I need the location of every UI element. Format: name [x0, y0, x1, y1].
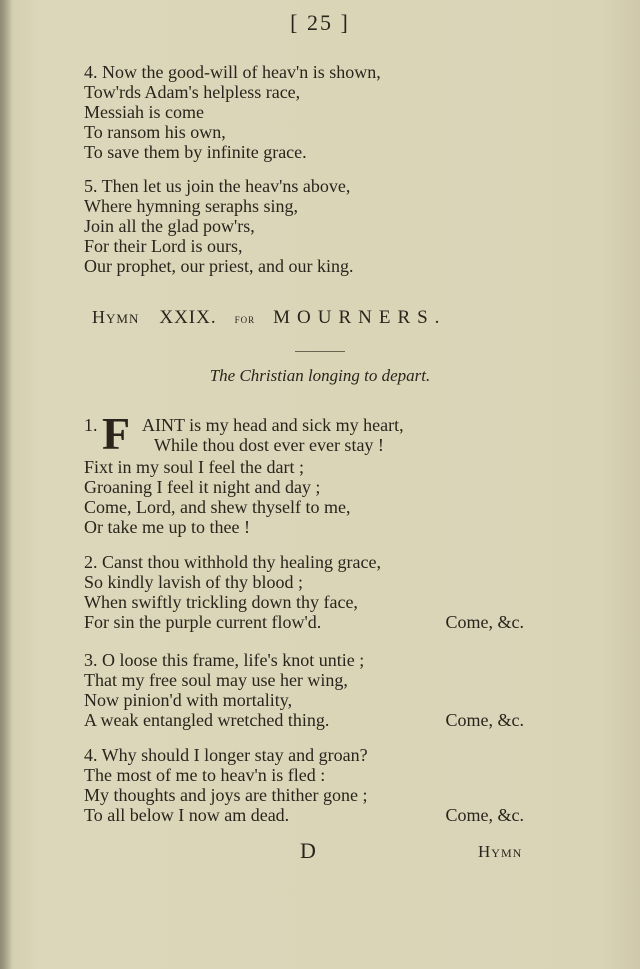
- verse-line: AINT is my head and sick my heart,: [142, 415, 404, 435]
- verse-line: Come, Lord, and shew thyself to me,: [84, 497, 351, 517]
- stanza-3: [84, 650, 524, 730]
- verse-line: While thou dost ever ever stay !: [154, 435, 384, 455]
- verse-line: Messiah is come: [84, 102, 204, 122]
- verse-line-with-refrain: [84, 805, 524, 825]
- drop-cap: F: [102, 408, 131, 459]
- verse-line: Where hymning seraphs sing,: [84, 196, 298, 216]
- verse-line: Groaning I feel it night and day ;: [84, 477, 321, 497]
- verse-line: For their Lord is ours,: [84, 236, 243, 256]
- verse-line: Tow'rds Adam's helpless race,: [84, 82, 301, 102]
- verse-line: When swiftly trickling down thy face,: [84, 592, 358, 612]
- verse-line: 4. Why should I longer stay and groan?: [84, 745, 368, 765]
- verse-line: To all below I now am dead.: [84, 805, 290, 825]
- hymn-subtitle: The Christian longing to depart.: [209, 366, 431, 385]
- stanza-1-rest: [84, 457, 350, 537]
- verse-line: Or take me up to thee !: [84, 517, 250, 537]
- heading-for: for: [234, 311, 256, 326]
- divider-rule: [295, 351, 345, 352]
- verse-line-with-refrain: [84, 710, 524, 730]
- verse-line: To ransom his own,: [84, 122, 226, 142]
- refrain-abbrev: Come, &c.: [445, 710, 524, 730]
- verse-line: A weak entangled wretched thing.: [84, 710, 330, 730]
- heading-hymn: Hymn: [92, 307, 140, 327]
- verse-line: For sin the purple current flow'd.: [84, 612, 322, 632]
- verse-line-with-refrain: [84, 612, 524, 632]
- verse-line: 2. Canst thou withhold thy healing grace,: [84, 552, 381, 572]
- heading-number: XXIX.: [159, 307, 217, 328]
- verse-line: Fixt in my soul I feel the dart ;: [84, 457, 304, 477]
- page-number: [ 25 ]: [290, 10, 350, 35]
- stanza-number: 1.: [84, 415, 98, 435]
- verse-line: That my free soul may use her wing,: [84, 670, 348, 690]
- stanza-prev-4: [84, 62, 381, 162]
- verse-line: My thoughts and joys are thither gone ;: [84, 785, 368, 805]
- verse-line: The most of me to heav'n is fled :: [84, 765, 326, 785]
- verse-line: To save them by infinite grace.: [84, 142, 307, 162]
- refrain-abbrev: Come, &c.: [445, 805, 524, 825]
- heading-title: MOURNERS.: [273, 307, 447, 328]
- signature-mark: D: [300, 838, 316, 863]
- stanza-prev-5: [84, 176, 353, 276]
- verse-line: Our prophet, our priest, and our king.: [84, 256, 354, 276]
- hymn-heading: [92, 307, 542, 329]
- refrain-abbrev: Come, &c.: [445, 612, 524, 632]
- catchword: Hymn: [478, 842, 523, 861]
- stanza-4: [84, 745, 524, 825]
- binding-shadow: [0, 0, 12, 969]
- verse-line: 4. Now the good-will of heav'n is shown,: [84, 62, 381, 82]
- verse-line: Join all the glad pow'rs,: [84, 216, 255, 236]
- verse-line: So kindly lavish of thy blood ;: [84, 572, 304, 592]
- verse-line: 5. Then let us join the heav'ns above,: [84, 176, 351, 196]
- stanza-2: [84, 552, 524, 632]
- verse-line: 3. O loose this frame, life's knot untie ;: [84, 650, 365, 670]
- verse-line: Now pinion'd with mortality,: [84, 690, 293, 710]
